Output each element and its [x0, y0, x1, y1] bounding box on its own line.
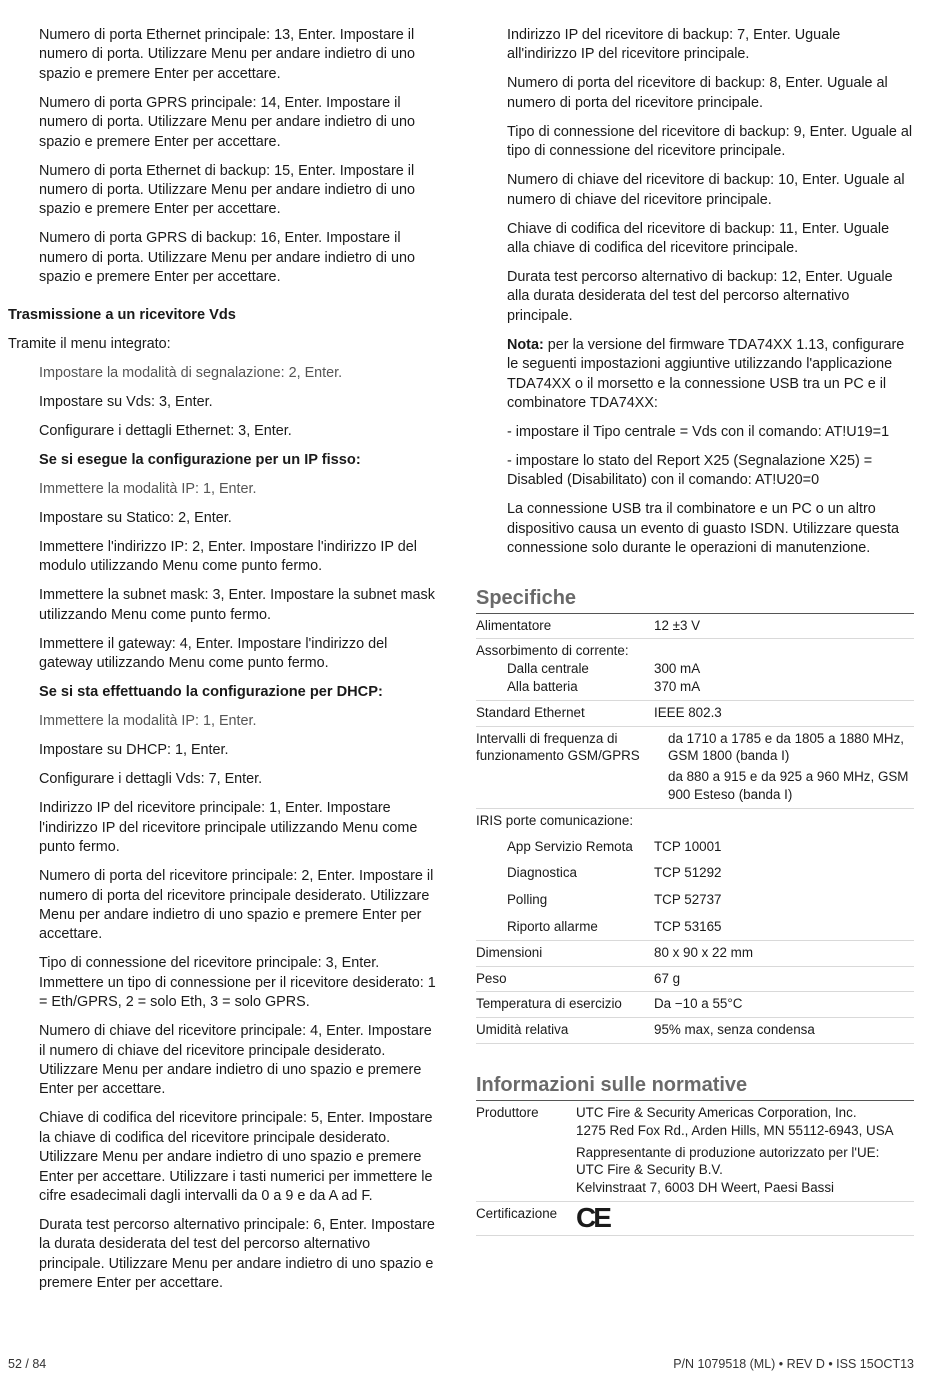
paragraph: La connessione USB tra il combinatore e un PC o un altro dispositivo causa un evento di guasto ISDN. Utilizzare questa connessione solo durante le operazioni di manutenzione.: [507, 501, 899, 557]
table-row: [476, 1018, 914, 1044]
table-row: [476, 913, 914, 941]
intro-text: Tramite il menu integrato:: [8, 336, 171, 353]
spec-key: Diagnostica: [507, 865, 577, 881]
table-row: [476, 833, 914, 860]
spec-value-group: [668, 730, 914, 804]
spec-value: 370 mA: [654, 679, 701, 695]
table-row: [476, 967, 914, 993]
specs-table: [476, 613, 914, 1044]
paragraph: Immettere la modalità IP: 1, Enter.: [39, 713, 257, 730]
table-row: [476, 809, 914, 833]
document-number: P/N 1079518 (ML) • REV D • ISS 15OCT13: [673, 1357, 914, 1371]
spec-key: Temperatura di esercizio: [476, 996, 622, 1012]
paragraph: Immettere la subnet mask: 3, Enter. Impostare la subnet mask utilizzando Menu come punto fermo.: [39, 587, 435, 623]
table-row: [476, 639, 914, 700]
spec-key: Standard Ethernet: [476, 704, 585, 720]
spec-key: Assorbimento di corrente:: [476, 643, 629, 659]
list-item-step-2: [8, 422, 438, 441]
table-row: [476, 1101, 914, 1202]
spec-key: Intervalli di frequenza di funzionamento GSM/GPRS: [476, 730, 640, 764]
table-row: [476, 886, 914, 913]
reg-value-group: [576, 1104, 914, 1197]
spec-key: Peso: [476, 970, 507, 986]
ce-mark-icon: CE: [576, 1202, 609, 1234]
paragraph: Durata test percorso alternativo di backup: 12, Enter. Uguale alla durata desiderata del test del percorso alternativo principale.: [507, 269, 893, 324]
paragraph: Numero di chiave del ricevitore di backup: 10, Enter. Uguale al numero di chiave del ricevitore principale.: [507, 172, 905, 208]
spec-key: Polling: [507, 892, 548, 908]
paragraph: Impostare su Vds: 3, Enter.: [39, 394, 213, 411]
spec-key: Alimentatore: [476, 617, 552, 633]
step-text: Configurare i dettagli Vds: 7, Enter.: [39, 771, 263, 788]
paragraph: - impostare lo stato del Report X25 (Segnalazione X25) = Disabled (Disabilitato) con il comando: AT!U20=0: [507, 453, 873, 489]
spec-key: Riporto allarme: [507, 919, 598, 935]
reg-value: 1275 Red Fox Rd., Arden Hills, MN 55112-6943, USA: [576, 1122, 894, 1138]
table-row: [476, 1202, 914, 1236]
table-row: [476, 614, 914, 640]
note-paragraph: [476, 336, 914, 414]
table-row: [476, 859, 914, 886]
spec-key: Alla batteria: [507, 679, 578, 695]
paragraph: Impostare su DHCP: 1, Enter.: [39, 742, 229, 759]
list-item-step-3: [8, 770, 438, 789]
table-row: [476, 727, 914, 809]
note-label: Nota:: [507, 336, 544, 353]
spec-value: 300 mA: [654, 661, 701, 677]
paragraph: Immettere il gateway: 4, Enter. Impostare l'indirizzo del gateway utilizzando Menu come punto fermo.: [39, 635, 388, 672]
reg-value: Rappresentante di produzione autorizzato per l'UE:: [576, 1144, 880, 1160]
spec-key: App Servizio Remota: [507, 838, 633, 854]
paragraph: Numero di porta Ethernet principale: 13, Enter. Impostare il numero di porta. Utilizzare Menu per andare indietro di uno spazio e premere Enter per accettare.: [39, 27, 415, 82]
paragraph: Indirizzo IP del ricevitore principale: 1, Enter. Impostare l'indirizzo IP del ricevitore principale utilizzando Menu come punto fermo.: [39, 800, 418, 856]
subheading-dhcp: Se si sta effettuando la configurazione per DHCP:: [39, 684, 383, 701]
regulatory-table: [476, 1100, 914, 1236]
paragraph: Durata test percorso alternativo principale: 6, Enter. Impostare la durata desiderata del test del percorso alternativo principale. Utilizzare Menu per andare indietro di uno spazio e premere Enter per accettare.: [39, 1216, 435, 1292]
section-heading: Trasmissione a un ricevitore Vds: [8, 306, 236, 323]
paragraph: Numero di porta Ethernet di backup: 15, Enter. Impostare il numero di porta. Utilizzare Menu per andare indietro di uno spazio e premere Enter per accettare.: [39, 162, 415, 218]
spec-value: Da −10 a 55°C: [654, 996, 743, 1012]
page-number: 52 / 84: [8, 1357, 47, 1371]
spec-subrow: [476, 660, 914, 678]
paragraph: Indirizzo IP del ricevitore di backup: 7, Enter. Uguale all'indirizzo IP del ricevitore principale.: [507, 27, 841, 63]
spec-subrow: [476, 678, 914, 696]
paragraph: - impostare il Tipo centrale = Vds con il comando: AT!U19=1: [507, 424, 890, 441]
paragraph: Impostare su Statico: 2, Enter.: [39, 510, 232, 527]
spec-value: da 880 a 915 e da 925 a 960 MHz, GSM 900 Esteso (banda I): [668, 769, 909, 803]
subheading-fixed-ip: Se si esegue la configurazione per un IP fisso:: [39, 452, 361, 469]
paragraph: Immettere l'indirizzo IP: 2, Enter. Impostare l'indirizzo IP del modulo utilizzando Menu come punto fermo.: [39, 539, 417, 575]
paragraph: Chiave di codifica del ricevitore di backup: 11, Enter. Uguale alla chiave di codifica del ricevitore principale.: [507, 220, 890, 257]
table-row: [476, 941, 914, 967]
spec-value: da 1710 a 1785 e da 1805 a 1880 MHz, GSM 1800 (banda I): [668, 730, 905, 764]
paragraph: Tipo di connessione del ricevitore principale: 3, Enter. Immettere un tipo di connessione per il ricevitore desiderato: 1 = Eth/GPRS, 2 = solo Eth, 3 = solo GPRS.: [39, 955, 436, 1011]
regulatory-heading: Informazioni sulle normative: [476, 1074, 748, 1097]
table-row: [476, 701, 914, 727]
paragraph: Numero di porta GPRS di backup: 16, Enter. Impostare il numero di porta. Utilizzare Menu per andare indietro di uno spazio e premere Enter per accettare.: [39, 230, 415, 286]
spec-value: TCP 10001: [654, 838, 722, 854]
reg-key: Certificazione: [476, 1206, 558, 1222]
spec-key: IRIS porte comunicazione:: [476, 812, 634, 828]
spec-value: 80 x 90 x 22 mm: [654, 944, 753, 960]
paragraph: Numero di chiave del ricevitore principale: 4, Enter. Impostare il numero di chiave del ricevitore principale desiderato. Utilizzare Menu per andare indietro di uno spazio e premere Enter per accettare.: [39, 1023, 432, 1098]
note-text: per la versione del firmware TDA74XX 1.13, configurare le seguenti impostazioni aggiuntive utilizzando l'applicazione TDA74XX o il morsetto e la connessione USB tra un PC e il combinatore TDA74XX:: [507, 336, 905, 412]
paragraph: Tipo di connessione del ricevitore di backup: 9, Enter. Uguale al tipo di connessione del ricevitore principale.: [507, 123, 913, 160]
paragraph: Numero di porta del ricevitore di backup: 8, Enter. Uguale al numero di porta del ricevitore principale.: [507, 75, 888, 111]
spec-key: Dalla centrale: [507, 661, 589, 677]
reg-value: UTC Fire & Security Americas Corporation, Inc.: [576, 1105, 857, 1121]
spec-value: 12 ±3 V: [654, 617, 701, 633]
left-column: [8, 26, 438, 1303]
spec-value: TCP 53165: [654, 919, 722, 935]
reg-key: Produttore: [476, 1105, 539, 1121]
table-row: [476, 992, 914, 1018]
paragraph: Immettere la modalità IP: 1, Enter.: [39, 481, 257, 498]
spec-value: IEEE 802.3: [654, 704, 722, 720]
step-text: Impostare la modalità di segnalazione: 2, Enter.: [39, 365, 343, 382]
paragraph: Numero di porta GPRS principale: 14, Enter. Impostare il numero di porta. Utilizzare Menu per andare indietro di uno spazio e premere Enter per accettare.: [39, 94, 415, 150]
reg-value: UTC Fire & Security B.V.: [576, 1162, 723, 1178]
step-text: Configurare i dettagli Ethernet: 3, Enter.: [39, 423, 292, 440]
spec-value: TCP 52737: [654, 892, 722, 908]
reg-value-group: [576, 1202, 914, 1234]
spec-value: TCP 51292: [654, 865, 722, 881]
paragraph: Numero di porta del ricevitore principale: 2, Enter. Impostare il numero di porta del ricevitore principale desiderato. Utilizzare Menu per andare indietro di uno spazio e premere Enter per accettare.: [39, 868, 434, 943]
spec-key: Dimensioni: [476, 944, 543, 960]
spec-value: 95% max, senza condensa: [654, 1022, 815, 1038]
specs-heading: Specifiche: [476, 586, 577, 609]
paragraph: Chiave di codifica del ricevitore principale: 5, Enter. Impostare la chiave di codifica del ricevitore principale desiderato. Utilizzare Menu per andare indietro di uno spazio e premere Enter per accettare. Utilizzare i tasti numerici per immettere le cifre esadecimali dagli intervalli da 0 a 9 e da A ad F.: [39, 1110, 433, 1204]
right-column: [476, 26, 914, 1236]
spec-key: Umidità relativa: [476, 1022, 569, 1038]
spec-value: 67 g: [654, 970, 681, 986]
list-item-step-1: [8, 364, 438, 383]
reg-value: Kelvinstraat 7, 6003 DH Weert, Paesi Bassi: [576, 1180, 835, 1196]
